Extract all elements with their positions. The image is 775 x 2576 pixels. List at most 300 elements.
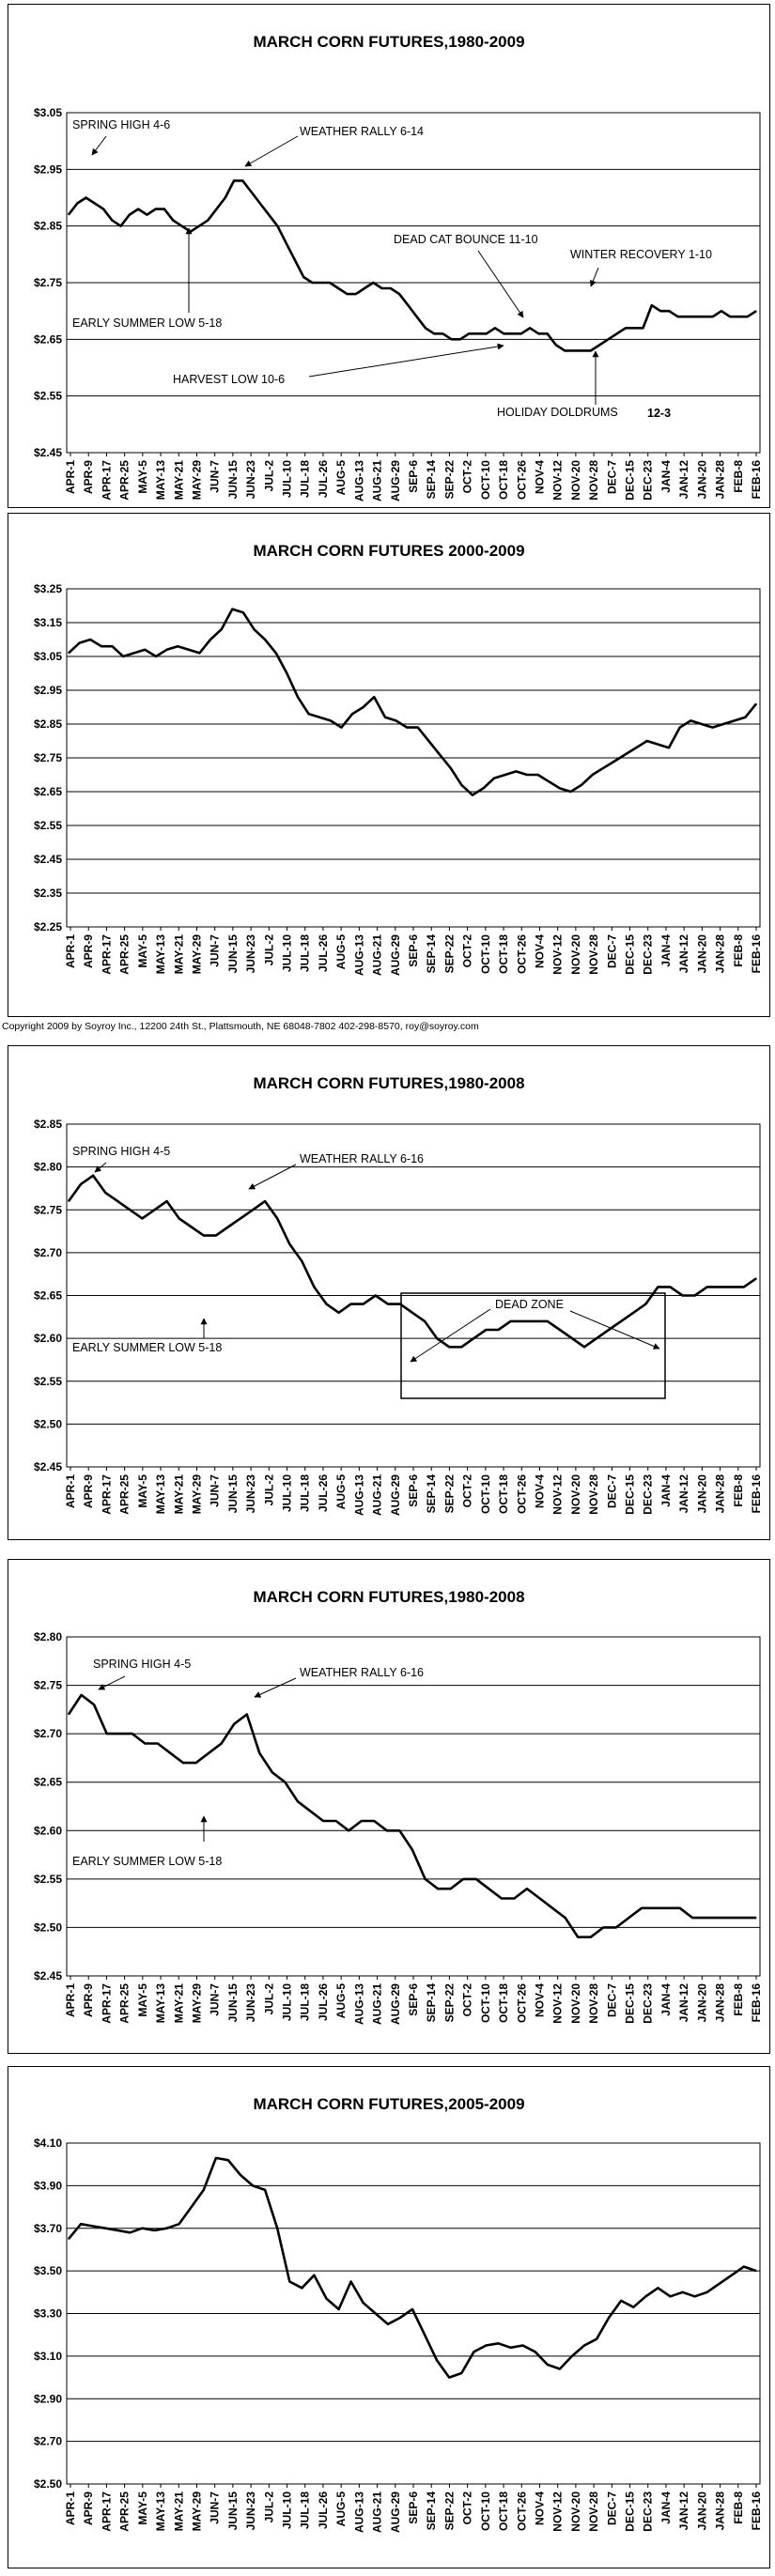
x-tick-label: JUN-15 — [225, 2491, 240, 2531]
data-point — [520, 333, 521, 334]
x-tick-label: DEC-15 — [623, 460, 637, 501]
annotation-label: EARLY SUMMER LOW 5-18 — [72, 1341, 223, 1354]
x-tick-label: JUN-23 — [244, 1474, 258, 1514]
x-tick-label: JUL-26 — [316, 934, 330, 973]
x-tick-label: JUN-23 — [244, 1983, 258, 2023]
x-tick-label: DEC-23 — [641, 2491, 655, 2532]
data-point — [712, 316, 713, 317]
data-point — [738, 316, 739, 317]
data-point — [303, 276, 304, 277]
x-tick-label: AUG-5 — [334, 2491, 349, 2527]
data-point — [590, 350, 591, 351]
data-point — [559, 788, 560, 789]
data-point — [195, 1763, 196, 1764]
data-point — [641, 1907, 642, 1908]
data-point — [475, 1878, 476, 1879]
data-point — [609, 2317, 610, 2318]
data-point — [621, 2300, 622, 2301]
x-tick-label: JUL-2 — [262, 1474, 276, 1506]
data-point — [581, 784, 582, 785]
x-tick-label: AUG-13 — [352, 460, 366, 502]
data-point — [719, 1287, 720, 1288]
data-point — [565, 1918, 566, 1919]
data-point — [658, 2288, 659, 2289]
y-tick-label: $2.45 — [33, 1460, 62, 1473]
x-tick-label: APR-9 — [82, 2491, 96, 2526]
data-point — [326, 2298, 327, 2299]
data-point — [341, 727, 342, 728]
data-point — [633, 1312, 634, 1313]
chart-panel-2 — [8, 513, 770, 1017]
data-point — [677, 316, 678, 317]
data-point — [667, 1907, 668, 1908]
copyright-text: Copyright 2009 by Soyroy Inc., 12200 24th St., Plattsmouth, NE 68048-7802 402-298-8570, roy@soyroy.com — [2, 1021, 479, 1032]
data-point — [275, 653, 276, 654]
x-tick-label: NOV-28 — [587, 460, 601, 501]
data-point — [411, 1312, 412, 1313]
data-point — [269, 214, 270, 215]
data-point — [755, 703, 756, 704]
x-tick-label: OCT-2 — [460, 2491, 474, 2525]
y-tick-label: $3.10 — [33, 2349, 62, 2363]
x-tick-label: JAN-12 — [677, 2491, 691, 2531]
data-point — [651, 305, 652, 306]
y-tick-label: $2.45 — [33, 446, 62, 459]
data-point — [706, 2291, 707, 2292]
data-point — [154, 1210, 155, 1211]
x-tick-label: SEP-14 — [425, 2491, 439, 2531]
x-tick-label: AUG-13 — [352, 2491, 366, 2534]
x-tick-label: NOV-20 — [568, 1983, 582, 2024]
x-tick-label: JAN-28 — [713, 1983, 727, 2023]
annotation-label: SPRING HIGH 4-6 — [72, 118, 171, 131]
annotation-label: WEATHER RALLY 6-16 — [300, 1666, 424, 1679]
data-point — [375, 2313, 376, 2314]
chart-title: MARCH CORN FUTURES,1980-2009 — [253, 33, 525, 51]
y-tick-label: $2.75 — [33, 751, 62, 764]
x-tick-label: DEC-23 — [641, 934, 655, 975]
data-point — [747, 316, 748, 317]
data-point — [552, 1907, 553, 1908]
data-point — [68, 2239, 69, 2240]
data-point — [277, 225, 278, 226]
data-point — [259, 203, 260, 204]
x-tick-label: SEP-14 — [425, 460, 439, 500]
x-tick-label: JAN-28 — [713, 2491, 727, 2531]
data-point — [308, 714, 309, 715]
annotation-label: HARVEST LOW 10-6 — [173, 373, 286, 386]
annotation-arrow — [591, 268, 598, 286]
data-point — [407, 727, 408, 728]
y-tick-label: $2.55 — [33, 1872, 62, 1886]
data-point — [539, 1898, 540, 1899]
y-tick-label: $3.50 — [33, 2264, 62, 2278]
x-tick-label: NOV-4 — [533, 2491, 547, 2526]
x-tick-label: JAN-12 — [677, 934, 691, 974]
y-tick-label: $2.35 — [33, 887, 62, 900]
data-point — [277, 2228, 278, 2229]
data-point — [461, 2372, 462, 2373]
data-point — [352, 714, 353, 715]
x-tick-label: SEP-6 — [407, 934, 420, 967]
x-tick-label: NOV-4 — [533, 934, 547, 969]
x-tick-label: AUG-21 — [370, 2491, 384, 2534]
x-tick-label: NOV-28 — [587, 1983, 601, 2024]
data-point — [105, 1192, 106, 1193]
y-tick-label: $2.80 — [33, 1630, 62, 1643]
y-tick-label: $2.65 — [33, 1775, 62, 1789]
annotation-label: WINTER RECOVERY 1-10 — [570, 248, 712, 261]
x-tick-label: JUL-10 — [280, 2491, 294, 2530]
data-point — [81, 1183, 82, 1184]
x-tick-label: OCT-18 — [497, 934, 511, 975]
x-tick-label: APR-17 — [100, 1474, 114, 1515]
data-point — [221, 629, 222, 630]
data-point — [355, 294, 356, 295]
x-tick-label: MAY-13 — [154, 2491, 168, 2532]
x-tick-label: DEC-7 — [605, 2491, 619, 2526]
annotation-arrow — [92, 136, 106, 155]
x-tick-label: OCT-26 — [515, 1474, 529, 1515]
data-point — [374, 1820, 375, 1821]
x-tick-label: AUG-29 — [388, 934, 402, 977]
x-tick-label: APR-1 — [64, 934, 77, 969]
data-point — [119, 1734, 120, 1735]
x-tick-label: DEC-7 — [605, 934, 619, 969]
data-point — [719, 2283, 720, 2284]
data-point — [704, 316, 705, 317]
data-point — [434, 333, 435, 334]
data-point — [645, 1303, 646, 1304]
data-point — [547, 2364, 548, 2365]
data-point — [93, 1175, 94, 1176]
data-point — [486, 333, 487, 334]
data-point — [723, 723, 724, 724]
y-tick-label: $3.25 — [33, 582, 62, 595]
data-point — [437, 2360, 438, 2361]
data-point — [181, 225, 182, 226]
chart-panel-4 — [8, 1559, 770, 2054]
x-tick-label: MAY-21 — [172, 1983, 186, 2024]
data-point — [234, 180, 235, 181]
x-tick-label: JUL-18 — [298, 2491, 312, 2530]
data-point — [310, 1811, 311, 1812]
data-point — [329, 282, 330, 283]
data-point — [68, 1201, 69, 1202]
data-point — [451, 339, 452, 340]
data-point — [734, 720, 735, 721]
data-point — [350, 2281, 351, 2282]
x-tick-label: JUL-18 — [298, 460, 312, 499]
x-tick-label: JAN-12 — [677, 1474, 691, 1514]
x-tick-label: DEC-15 — [623, 2491, 637, 2532]
data-point — [417, 727, 418, 728]
x-tick-label: JUN-15 — [225, 1983, 240, 2023]
x-tick-label: MAY-13 — [154, 460, 168, 501]
x-tick-label: JUL-10 — [280, 460, 294, 499]
x-tick-label: FEB-8 — [731, 934, 745, 967]
data-point — [459, 339, 460, 340]
y-tick-label: $2.95 — [33, 684, 62, 697]
y-tick-label: $3.15 — [33, 616, 62, 629]
data-point — [494, 778, 495, 779]
data-point — [363, 1303, 364, 1304]
data-point — [265, 1201, 266, 1202]
data-point — [603, 767, 604, 768]
data-point — [522, 1320, 523, 1321]
data-point — [616, 333, 617, 334]
x-tick-label: NOV-12 — [550, 2491, 565, 2532]
data-point — [512, 333, 513, 334]
x-tick-label: SEP-6 — [407, 1983, 420, 2016]
x-tick-label: SEP-22 — [442, 1983, 457, 2023]
data-point — [227, 2160, 228, 2161]
data-point — [731, 1287, 732, 1288]
x-tick-label: JAN-20 — [695, 1474, 709, 1514]
data-point — [526, 774, 527, 775]
x-tick-label: APR-9 — [82, 1983, 96, 2018]
data-point — [578, 1936, 579, 1937]
data-point — [142, 2228, 143, 2229]
x-tick-label: MAY-5 — [135, 1474, 149, 1508]
x-tick-label: OCT-26 — [515, 934, 529, 975]
x-tick-label: FEB-16 — [750, 1474, 763, 1514]
x-tick-label: OCT-10 — [478, 934, 492, 975]
data-point — [514, 1898, 515, 1899]
x-tick-label: SEP-22 — [442, 2491, 457, 2531]
x-tick-label: JUN-7 — [208, 1983, 222, 2016]
x-tick-label: OCT-2 — [460, 460, 474, 494]
data-point — [437, 1338, 438, 1339]
x-tick-label: JUN-23 — [244, 2491, 258, 2531]
data-point — [338, 1312, 339, 1313]
data-point — [375, 1295, 376, 1296]
data-point — [347, 294, 348, 295]
data-point — [277, 1218, 278, 1219]
x-tick-label: DEC-15 — [623, 934, 637, 975]
x-tick-label: JAN-28 — [713, 934, 727, 974]
annotation-label: SPRING HIGH 4-5 — [72, 1145, 171, 1158]
x-tick-label: MAY-5 — [135, 460, 149, 494]
x-tick-label: JUN-15 — [225, 460, 240, 500]
x-tick-label: JUL-26 — [316, 2491, 330, 2530]
data-point — [658, 744, 659, 745]
annotation-arrow — [249, 1165, 296, 1189]
data-point — [694, 2296, 695, 2297]
data-point — [743, 1918, 744, 1919]
x-tick-label: OCT-10 — [478, 460, 492, 501]
x-tick-label: AUG-29 — [388, 2491, 402, 2534]
annotation-label: HOLIDAY DOLDRUMS — [497, 406, 618, 419]
y-tick-label: $2.65 — [33, 332, 62, 347]
x-tick-label: JUL-26 — [316, 1474, 330, 1513]
data-point — [81, 1694, 82, 1695]
x-tick-label: NOV-20 — [568, 934, 582, 975]
data-point — [112, 646, 113, 647]
y-tick-label: $2.70 — [33, 1245, 62, 1259]
data-point — [743, 2266, 744, 2267]
x-tick-label: AUG-5 — [334, 1983, 349, 2019]
x-tick-label: NOV-20 — [568, 460, 582, 501]
data-point — [547, 333, 548, 334]
x-tick-label: JUN-15 — [225, 1474, 240, 1514]
data-point — [129, 214, 130, 215]
data-point — [469, 333, 470, 334]
y-tick-label: $2.75 — [33, 1678, 62, 1692]
data-point — [701, 723, 702, 724]
data-point — [565, 350, 566, 351]
price-series-line — [69, 2158, 756, 2378]
data-point — [608, 339, 609, 340]
data-point — [106, 1734, 107, 1735]
annotation-arrow — [570, 1311, 659, 1349]
x-tick-label: SEP-6 — [407, 460, 420, 493]
data-point — [583, 1347, 584, 1348]
data-point — [501, 1898, 502, 1899]
data-point — [142, 1218, 143, 1219]
data-point — [215, 2157, 216, 2158]
data-point — [94, 1704, 95, 1705]
data-point — [157, 1743, 158, 1744]
x-tick-label: MAY-5 — [135, 2491, 149, 2525]
data-point — [203, 2189, 204, 2190]
annotation-label: EARLY SUMMER LOW 5-18 — [72, 1855, 223, 1868]
data-point — [93, 2226, 94, 2227]
data-point — [494, 328, 495, 329]
y-tick-label: $2.50 — [33, 1417, 62, 1431]
x-tick-label: JUN-23 — [244, 460, 258, 500]
x-tick-label: AUG-21 — [370, 460, 384, 502]
y-tick-label: $3.90 — [33, 2179, 62, 2193]
data-point — [166, 2228, 167, 2229]
data-point — [68, 214, 69, 215]
x-tick-label: JUL-18 — [298, 1474, 312, 1513]
chart-title: MARCH CORN FUTURES,1980-2008 — [253, 1074, 525, 1092]
data-point — [538, 333, 539, 334]
x-tick-label: MAY-29 — [190, 1474, 204, 1515]
data-point — [390, 287, 391, 288]
y-tick-label: $3.05 — [33, 106, 62, 119]
data-point — [570, 791, 571, 792]
x-tick-label: SEP-14 — [425, 1474, 439, 1514]
data-point — [634, 328, 635, 329]
x-tick-label: FEB-8 — [731, 1983, 745, 2016]
data-point — [68, 653, 69, 654]
data-point — [330, 720, 331, 721]
x-tick-label: JUL-10 — [280, 1474, 294, 1513]
data-point — [138, 208, 139, 209]
x-tick-label: JAN-28 — [713, 1474, 727, 1514]
x-tick-label: JAN-4 — [659, 1474, 673, 1507]
y-tick-label: $2.60 — [33, 1332, 62, 1346]
x-tick-label: JUL-10 — [280, 934, 294, 973]
x-tick-label: SEP-14 — [425, 1983, 439, 2023]
x-tick-label: FEB-16 — [750, 2491, 763, 2531]
data-point — [555, 345, 556, 346]
data-point — [191, 2207, 192, 2208]
annotation-label: DEAD CAT BOUNCE 11-10 — [394, 233, 538, 246]
x-tick-label: OCT-26 — [515, 2491, 529, 2532]
x-tick-label: SEP-22 — [442, 1474, 457, 1514]
data-point — [338, 287, 339, 288]
x-tick-label: FEB-16 — [750, 1983, 763, 2023]
x-tick-label: JAN-20 — [695, 1983, 709, 2023]
x-tick-label: APR-17 — [100, 460, 114, 501]
x-tick-label: NOV-4 — [533, 460, 547, 495]
data-point — [81, 2224, 82, 2225]
data-point — [694, 1295, 695, 1296]
data-point — [105, 2228, 106, 2229]
chart-title: MARCH CORN FUTURES 2000-2009 — [253, 542, 525, 560]
x-tick-label: NOV-4 — [533, 1983, 547, 2018]
data-point — [297, 1801, 298, 1802]
x-tick-label: OCT-26 — [515, 460, 529, 501]
data-point — [682, 1295, 683, 1296]
annotation-label: DEAD ZONE — [495, 1298, 564, 1311]
x-tick-label: JAN-4 — [659, 934, 673, 967]
data-point — [516, 771, 517, 772]
data-point — [425, 1320, 426, 1321]
data-point — [254, 629, 255, 630]
data-point — [472, 794, 473, 795]
data-point — [449, 2377, 450, 2378]
data-point — [265, 639, 266, 640]
chart-1980-2009 — [8, 5, 769, 507]
x-tick-label: MAY-29 — [190, 934, 204, 975]
x-tick-label: APR-1 — [64, 460, 77, 495]
data-point — [166, 649, 167, 650]
data-point — [130, 1210, 131, 1211]
x-tick-label: APR-25 — [117, 1474, 132, 1515]
x-tick-label: SEP-22 — [442, 459, 457, 500]
x-tick-label: AUG-13 — [352, 1474, 366, 1517]
annotation-arrow — [255, 1678, 296, 1697]
data-point — [155, 208, 156, 209]
data-point — [416, 316, 417, 317]
data-point — [320, 282, 321, 283]
data-point — [730, 1918, 731, 1919]
x-tick-label: DEC-15 — [623, 1474, 637, 1515]
x-tick-label: MAY-13 — [154, 1474, 168, 1515]
y-tick-label: $2.55 — [33, 389, 62, 403]
x-tick-label: MAY-21 — [172, 934, 186, 975]
x-tick-label: FEB-8 — [731, 1474, 745, 1507]
x-tick-label: NOV-12 — [550, 1474, 565, 1515]
y-tick-label: $2.90 — [33, 2392, 62, 2406]
x-tick-label: DEC-23 — [641, 1474, 655, 1515]
x-tick-label: JAN-4 — [659, 460, 673, 493]
x-tick-label: JUN-7 — [208, 934, 222, 967]
data-point — [692, 1918, 693, 1919]
x-tick-label: MAY-5 — [135, 934, 149, 968]
y-tick-label: $2.75 — [33, 276, 62, 289]
data-point — [645, 2296, 646, 2297]
data-point — [670, 2296, 671, 2297]
price-series-line — [69, 609, 756, 795]
data-point — [253, 2185, 254, 2186]
plot-frame — [67, 1637, 760, 1976]
data-point — [547, 1320, 548, 1321]
data-point — [170, 1752, 171, 1753]
x-tick-label: AUG-21 — [370, 934, 384, 977]
data-point — [335, 1820, 336, 1821]
x-tick-label: DEC-15 — [623, 1983, 637, 2024]
data-point — [654, 1907, 655, 1908]
y-tick-label: $2.95 — [33, 162, 62, 177]
data-point — [294, 259, 295, 260]
x-tick-label: APR-25 — [117, 2491, 132, 2532]
x-tick-label: OCT-26 — [515, 1983, 529, 2024]
